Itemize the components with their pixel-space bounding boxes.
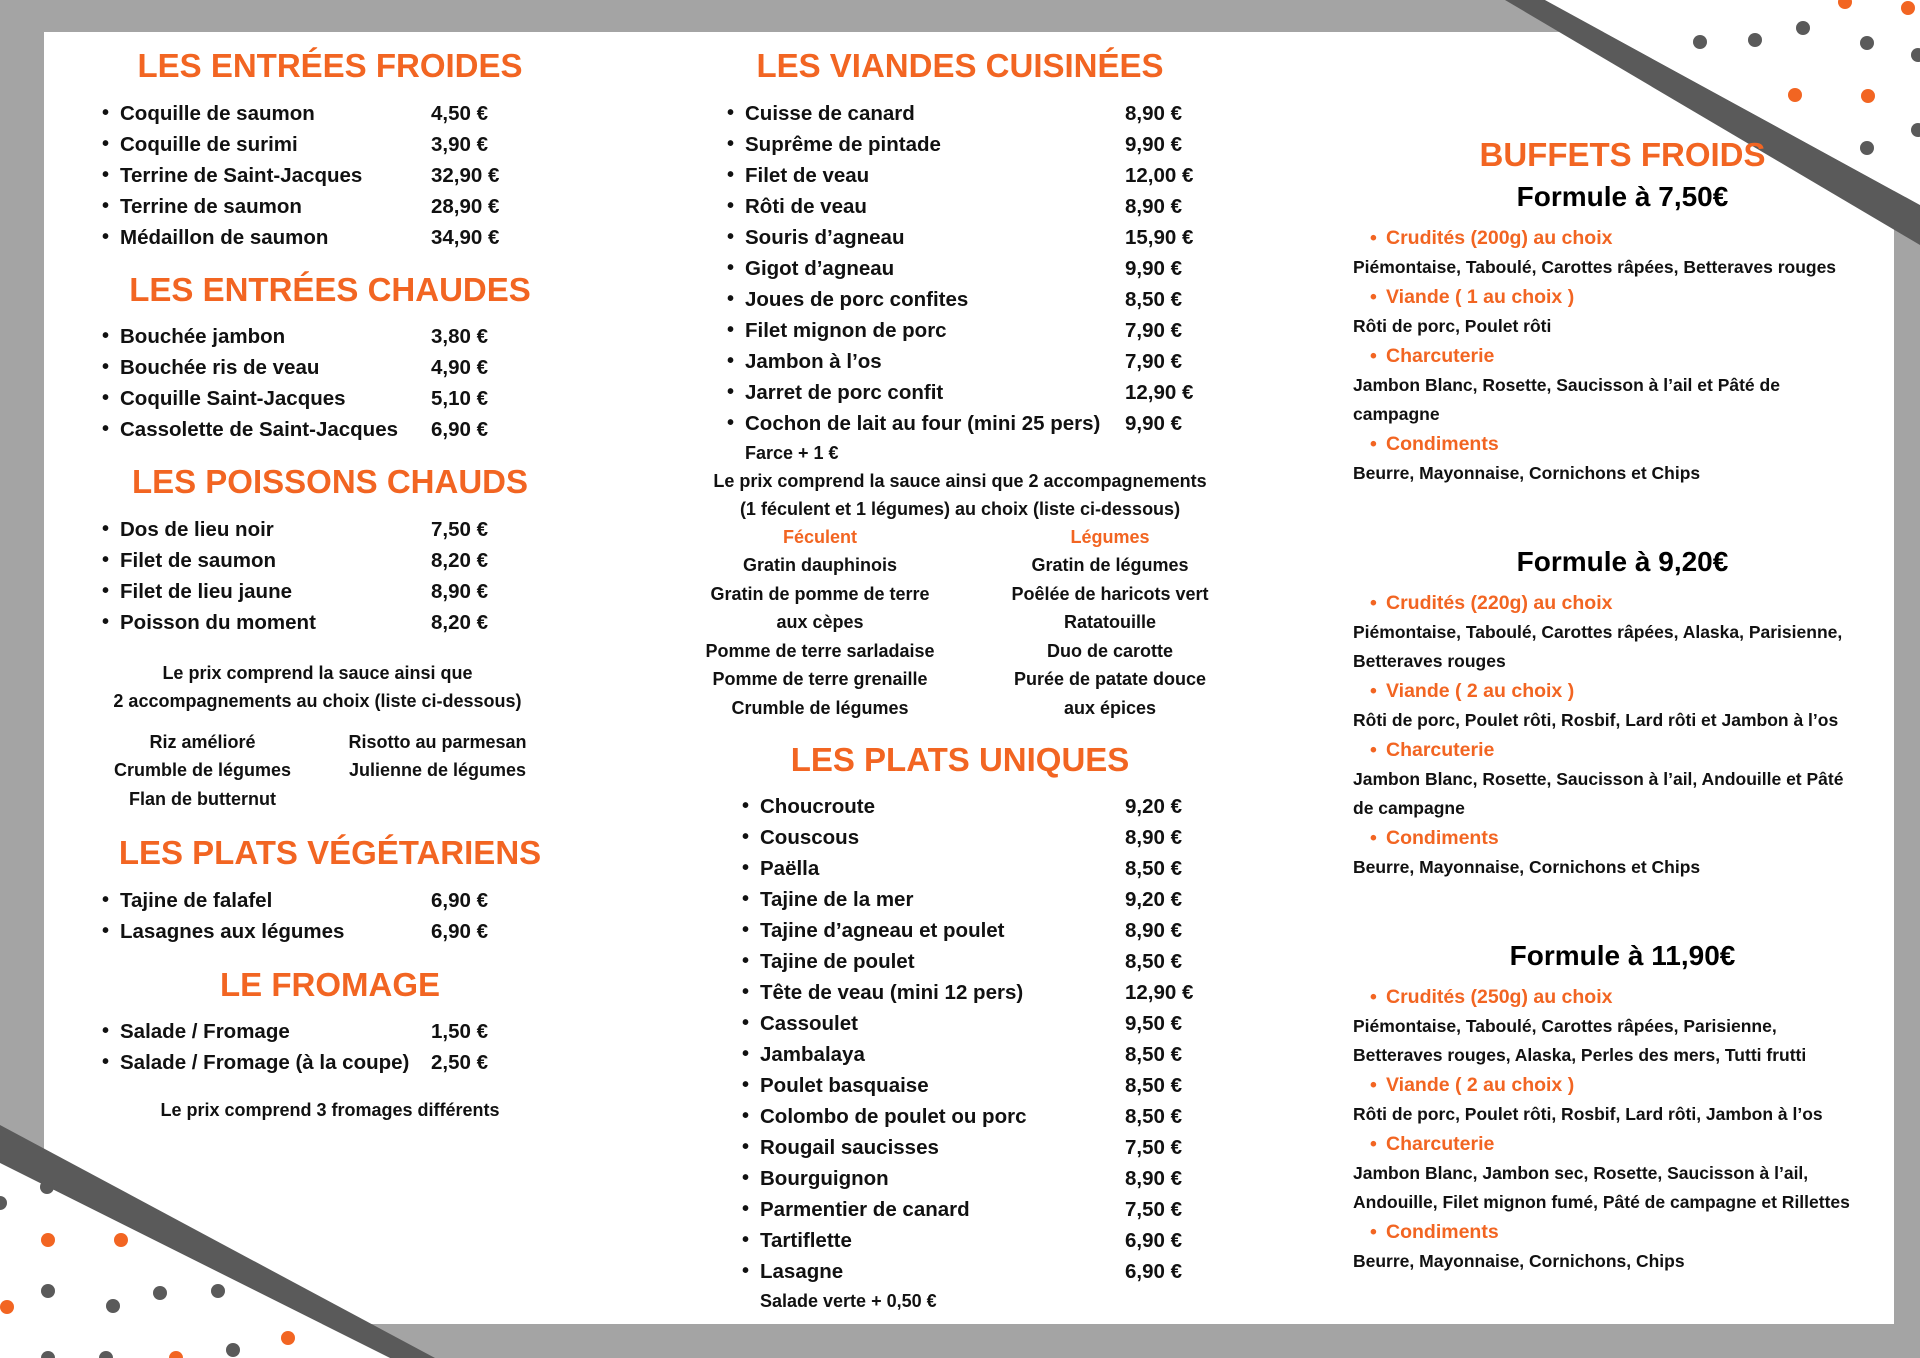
menu-item	[102, 191, 590, 222]
menu-item	[102, 1016, 590, 1047]
menu-item	[102, 916, 590, 947]
item-name: • Bouchée ris de veau	[120, 356, 320, 380]
side-dish: Pomme de terre grenaille	[712, 669, 928, 690]
uniques-extra: Salade verte + 0,50 €	[760, 1290, 937, 1311]
formula-category-detail: Piémontaise, Taboulé, Carottes râpées, Alaska, Parisienne,	[1353, 621, 1843, 642]
menu-item	[742, 1101, 1240, 1132]
list-uniques	[742, 791, 1240, 1287]
item-name: • Tajine de poulet	[760, 949, 915, 973]
list-entrees-chaudes	[102, 321, 590, 445]
item-price: 8,50 €	[1125, 1042, 1182, 1066]
side-dish: Risotto au parmesan	[348, 731, 527, 752]
menu-item	[727, 222, 1240, 253]
list-entrees-froides	[102, 98, 590, 253]
item-price: 8,90 €	[1125, 1166, 1182, 1190]
item-name: • Salade / Fromage	[120, 1020, 290, 1044]
item-name: • Parmentier de canard	[760, 1197, 970, 1221]
item-price: 34,90 €	[431, 225, 500, 249]
side-dish: Gratin de pomme de terre	[710, 583, 930, 604]
item-price: 2,50 €	[431, 1051, 488, 1075]
item-price: 8,90 €	[1125, 194, 1182, 218]
side-dish: Gratin de légumes	[1031, 555, 1189, 576]
list-fromage	[102, 1016, 590, 1078]
item-price: 8,50 €	[1125, 1073, 1182, 1097]
side-dish: Ratatouille	[1063, 612, 1156, 633]
formula-category-detail: Beurre, Mayonnaise, Cornichons et Chips	[1353, 856, 1701, 877]
item-name: • Tajine de la mer	[760, 887, 914, 911]
formula-category-detail: Jambon Blanc, Jambon sec, Rosette, Saucisson à l’ail,	[1353, 1162, 1809, 1183]
menu-item	[742, 915, 1240, 946]
menu-item	[742, 946, 1240, 977]
item-price: 8,50 €	[1125, 949, 1182, 973]
formula-category: • Crudités (200g) au choix	[1350, 223, 1895, 253]
section-title-vegetariens: LES PLATS VÉGÉTARIENS	[118, 834, 542, 872]
formula-category: • Viande ( 1 au choix )	[1350, 282, 1895, 312]
item-price: 7,50 €	[1125, 1135, 1182, 1159]
formula-category-detail: Betteraves rouges	[1353, 650, 1506, 671]
item-name: • Lasagne	[760, 1259, 844, 1283]
item-name: • Coquille Saint-Jacques	[120, 387, 346, 411]
item-name: • Filet de lieu jaune	[120, 579, 293, 603]
item-price: 9,90 €	[1125, 132, 1182, 156]
item-price: 12,90 €	[1125, 380, 1194, 404]
side-dish	[325, 785, 550, 814]
item-name: • Joues de porc confites	[745, 287, 969, 311]
side-dish: Crumble de légumes	[731, 697, 909, 718]
item-price: 8,20 €	[431, 548, 488, 572]
formula-category-detail: Piémontaise, Taboulé, Carottes râpées, Parisienne,	[1353, 1015, 1777, 1036]
header-feculent: Féculent	[782, 526, 857, 547]
menu-item	[727, 129, 1240, 160]
menu-item	[742, 1225, 1240, 1256]
item-price: 8,90 €	[1125, 918, 1182, 942]
item-name: • Souris d’agneau	[745, 225, 905, 249]
item-price: 32,90 €	[431, 163, 500, 187]
item-name: • Suprême de pintade	[745, 132, 941, 156]
buffet-formulas	[1350, 181, 1895, 1276]
item-name: • Tajine de falafel	[120, 888, 273, 912]
item-name: • Salade / Fromage (à la coupe)	[120, 1051, 410, 1075]
header-legumes: Légumes	[1070, 526, 1150, 547]
section-title-viandes: LES VIANDES CUISINÉES	[756, 47, 1164, 84]
item-name: • Couscous	[760, 825, 860, 849]
menu-item	[102, 352, 590, 383]
formula-category-detail: Betteraves rouges, Alaska, Perles des mers, Tutti frutti	[1353, 1044, 1807, 1065]
item-price: 6,90 €	[431, 919, 488, 943]
menu-item	[102, 160, 590, 191]
item-name: • Colombo de poulet ou porc	[760, 1104, 1027, 1128]
list-vegetariens	[102, 885, 590, 947]
fromage-note: Le prix comprend 3 fromages différents	[160, 1100, 500, 1121]
side-dish: Crumble de légumes	[113, 760, 292, 781]
item-name: • Coquille de saumon	[120, 101, 315, 125]
item-name: • Filet mignon de porc	[745, 318, 947, 342]
menu-item	[102, 885, 590, 916]
item-name: • Tajine d’agneau et poulet	[760, 918, 1005, 942]
menu-item	[742, 977, 1240, 1008]
formula-category: • Charcuterie	[1350, 1129, 1895, 1159]
item-name: • Jambalaya	[760, 1042, 865, 1066]
list-viandes	[727, 98, 1240, 439]
side-dish: Julienne de légumes	[348, 760, 527, 781]
menu-item	[742, 791, 1240, 822]
item-price: 9,20 €	[1125, 887, 1182, 911]
item-price: 4,50 €	[431, 101, 488, 125]
formula-category-detail: Beurre, Mayonnaise, Cornichons et Chips	[1353, 462, 1701, 483]
item-price: 6,90 €	[1125, 1259, 1182, 1283]
item-price: 7,50 €	[431, 517, 488, 541]
item-name: • Terrine de saumon	[120, 194, 302, 218]
item-name: • Filet de saumon	[120, 548, 277, 572]
section-title-entrees-froides: LES ENTRÉES FROIDES	[137, 47, 523, 84]
formula-category: • Condiments	[1350, 823, 1895, 853]
formula-category: • Crudités (220g) au choix	[1350, 588, 1895, 618]
side-dish: Duo de carotte	[1046, 640, 1174, 661]
item-name: • Choucroute	[760, 794, 876, 818]
item-name: • Lasagnes aux légumes	[120, 919, 345, 943]
viandes-note-line1: Le prix comprend la sauce ainsi que 2 accompagnements	[713, 470, 1207, 491]
formula-category-detail: Rôti de porc, Poulet rôti, Rosbif, Lard rôti et Jambon à l’os	[1353, 709, 1839, 730]
formula-title: Formule à 9,20€	[1516, 545, 1729, 577]
column-right	[1350, 32, 1895, 1276]
item-name: • Cassoulet	[760, 1011, 858, 1035]
menu-item	[727, 98, 1240, 129]
poissons-note-line1: Le prix comprend la sauce ainsi que	[162, 662, 473, 683]
column-left	[70, 32, 590, 1124]
item-name: • Tartiflette	[760, 1228, 852, 1252]
item-price: 7,50 €	[1125, 1197, 1182, 1221]
menu-item	[742, 1163, 1240, 1194]
item-name: • Rougail saucisses	[760, 1135, 939, 1159]
formula-category-detail: de campagne	[1353, 797, 1465, 818]
formula-category-detail: Rôti de porc, Poulet rôti	[1353, 315, 1552, 336]
item-price: 12,00 €	[1125, 163, 1194, 187]
item-price: 15,90 €	[1125, 225, 1194, 249]
formula-title: Formule à 7,50€	[1516, 180, 1729, 212]
menu-item	[727, 377, 1240, 408]
menu-item	[742, 1070, 1240, 1101]
item-name: • Coquille de surimi	[120, 132, 298, 156]
item-name: • Poisson du moment	[120, 610, 316, 634]
column-middle	[680, 32, 1240, 1315]
formula-category: • Crudités (250g) au choix	[1350, 982, 1895, 1012]
formula-category-detail: Jambon Blanc, Rosette, Saucisson à l’ail, Andouille et Pâté	[1353, 768, 1844, 789]
item-price: 7,90 €	[1125, 349, 1182, 373]
viandes-sides	[680, 523, 1250, 723]
menu-item	[102, 1047, 590, 1078]
menu-item	[727, 160, 1240, 191]
item-price: 8,50 €	[1125, 856, 1182, 880]
item-price: 6,90 €	[1125, 1228, 1182, 1252]
item-price: 9,90 €	[1125, 256, 1182, 280]
section-title-poissons: LES POISSONS CHAUDS	[131, 463, 529, 501]
formula-category-detail: Beurre, Mayonnaise, Cornichons, Chips	[1353, 1250, 1685, 1271]
menu-item	[742, 1256, 1240, 1287]
formula-category: • Condiments	[1350, 429, 1895, 459]
item-price: 6,90 €	[431, 418, 488, 442]
item-price: 9,90 €	[1125, 411, 1182, 435]
formula-category-detail: Jambon Blanc, Rosette, Saucisson à l’ail et Pâté de	[1353, 374, 1780, 395]
side-dish: Flan de butternut	[129, 788, 276, 809]
menu-item	[727, 284, 1240, 315]
section-title-fromage: LE FROMAGE	[220, 965, 440, 1003]
menu-item	[742, 1039, 1240, 1070]
menu-item	[742, 1132, 1240, 1163]
side-dish: Gratin dauphinois	[742, 555, 897, 576]
menu-item	[102, 98, 590, 129]
menu-item	[727, 315, 1240, 346]
menu-item	[102, 129, 590, 160]
item-name: • Paëlla	[760, 856, 820, 880]
menu-item	[102, 607, 590, 638]
menu-item	[102, 383, 590, 414]
item-name: • Bourguignon	[760, 1166, 889, 1190]
formula-category-detail: Andouille, Filet mignon fumé, Pâté de campagne et Rillettes	[1353, 1191, 1850, 1212]
formula-category-detail: Piémontaise, Taboulé, Carottes râpées, Betteraves rouges	[1353, 256, 1837, 277]
menu-item	[727, 253, 1240, 284]
item-price: 28,90 €	[431, 194, 500, 218]
item-price: 8,90 €	[1125, 825, 1182, 849]
side-dish: Pomme de terre sarladaise	[705, 640, 935, 661]
item-name: • Tête de veau (mini 12 pers)	[760, 980, 1024, 1004]
poissons-sides	[90, 728, 550, 814]
item-price: 1,50 €	[431, 1020, 488, 1044]
item-price: 3,80 €	[431, 325, 488, 349]
menu-item	[102, 414, 590, 445]
menu-item	[102, 321, 590, 352]
section-title-uniques: LES PLATS UNIQUES	[790, 741, 1130, 779]
menu-item	[727, 408, 1240, 439]
formula-category-detail: Rôti de porc, Poulet rôti, Rosbif, Lard rôti, Jambon à l’os	[1353, 1103, 1823, 1124]
item-price: 3,90 €	[431, 132, 488, 156]
menu-item	[727, 346, 1240, 377]
bottom-left-corner	[0, 1163, 390, 1358]
menu-item	[102, 576, 590, 607]
item-name: • Rôti de veau	[745, 194, 867, 218]
item-name: • Médaillon de saumon	[120, 225, 329, 249]
item-name: • Gigot d’agneau	[745, 256, 895, 280]
item-price: 8,90 €	[1125, 101, 1182, 125]
side-dish: Poêlée de haricots vert	[1011, 583, 1209, 604]
menu-item	[742, 1194, 1240, 1225]
item-price: 12,90 €	[1125, 980, 1194, 1004]
menu-item	[102, 514, 590, 545]
formula-category: • Viande ( 2 au choix )	[1350, 1070, 1895, 1100]
side-dish: aux cèpes	[776, 612, 864, 633]
menu-item	[102, 545, 590, 576]
menu-item	[742, 853, 1240, 884]
item-name: • Cuisse de canard	[745, 101, 915, 125]
item-name: • Terrine de Saint-Jacques	[120, 163, 363, 187]
menu-item	[742, 1008, 1240, 1039]
item-price: 8,90 €	[431, 579, 488, 603]
list-poissons	[102, 514, 590, 638]
item-price: 7,90 €	[1125, 318, 1182, 342]
side-dish: Riz amélioré	[149, 731, 256, 752]
formula-category: • Charcuterie	[1350, 735, 1895, 765]
poissons-note-line2: 2 accompagnements au choix (liste ci-dessous)	[113, 690, 522, 711]
formula-category: • Charcuterie	[1350, 341, 1895, 371]
item-name: • Dos de lieu noir	[120, 517, 274, 541]
item-price: 9,20 €	[1125, 794, 1182, 818]
item-price: 6,90 €	[431, 888, 488, 912]
formula-category: • Viande ( 2 au choix )	[1350, 676, 1895, 706]
item-name: • Cochon de lait au four (mini 25 pers)	[745, 411, 1101, 435]
section-title-buffets: BUFFETS FROIDS	[1479, 136, 1766, 173]
menu-item	[102, 222, 590, 253]
menu-item	[742, 884, 1240, 915]
item-name: • Poulet basquaise	[760, 1073, 929, 1097]
side-dish: aux épices	[1063, 697, 1157, 718]
formula-category-detail: campagne	[1353, 403, 1440, 424]
item-price: 8,50 €	[1125, 1104, 1182, 1128]
section-title-entrees-chaudes: LES ENTRÉES CHAUDES	[129, 270, 531, 308]
item-price: 4,90 €	[431, 356, 488, 380]
formula-category: • Condiments	[1350, 1217, 1895, 1247]
item-price: 8,50 €	[1125, 287, 1182, 311]
formula-title: Formule à 11,90€	[1509, 939, 1736, 971]
item-name: • Bouchée jambon	[120, 325, 286, 349]
menu-item	[742, 822, 1240, 853]
viandes-note-line2: (1 féculent et 1 légumes) au choix (liste ci-dessous)	[739, 498, 1181, 519]
item-name: • Cassolette de Saint-Jacques	[120, 418, 398, 442]
item-price: 8,20 €	[431, 610, 488, 634]
item-price: 5,10 €	[431, 387, 488, 411]
item-name: • Jarret de porc confit	[745, 380, 944, 404]
item-name: • Filet de veau	[745, 163, 870, 187]
menu-item	[727, 191, 1240, 222]
item-price: 9,50 €	[1125, 1011, 1182, 1035]
side-dish: Purée de patate douce	[1013, 669, 1207, 690]
item-name: • Jambon à l’os	[745, 349, 882, 373]
viandes-extra: Farce + 1 €	[745, 442, 839, 463]
